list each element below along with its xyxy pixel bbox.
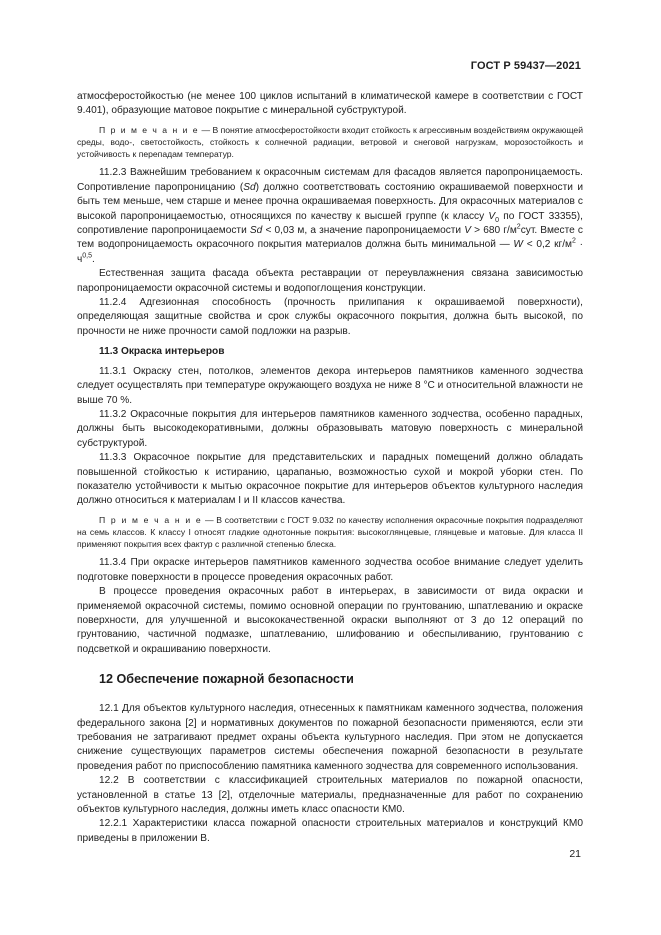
subsection-heading-11-3: 11.3 Окраска интерьеров [99, 346, 225, 358]
superscript: 0,5 [82, 252, 93, 260]
symbol-sd: Sd [243, 181, 256, 193]
subscript: 0 [495, 216, 500, 224]
text-run: сут. Вместе с тем водопроницаемость окрасочного покрытия материалов должна быть минимальной — [77, 225, 583, 251]
paragraph-12-2-1: 12.2.1 Характеристики класса пожарной опасности строительных материалов и конструкций КМ0 приведены в приложении В. [77, 818, 583, 844]
text-run: 11.2.3 Важнейшим требованием к окрасочным системам для фасадов является паропроницаемость. Сопротивление паропроницанию ( [77, 167, 583, 193]
symbol-sd: Sd [249, 225, 263, 237]
paragraph-12-2: 12.2 В соответствии с классификацией строительных материалов по пожарной опасности, установленной в статье 13 [2], отделочные материалы, предназначенные для работ по сохранению объектов культурного наследия, должны иметь класс опасности КМ0. [77, 775, 583, 816]
symbol-w: W [513, 239, 523, 251]
document-body [77, 90, 583, 846]
text-run: · ч [77, 239, 584, 265]
superscript: 2 [516, 223, 521, 231]
paragraph-11-3-2: 11.3.2 Окрасочные покрытия для интерьеров памятников каменного зодчества, особенно парадных, должны быть высокодекоративными, должны образовывать матовую поверхность с минеральной субструктурой. [77, 408, 583, 449]
section-heading-12: 12 Обеспечение пожарной безопасности [99, 672, 354, 687]
standard-header: ГОСТ Р 59437—2021 [470, 60, 581, 72]
text-run: по ГОСТ 33355), сопротивление паропроницаемости [77, 210, 583, 237]
paragraph-11-3-1: 11.3.1 Окраску стен, потолков, элементов декора интерьеров памятников каменного зодчества следует осуществлять при температуре окружающего воздуха не ниже 8 °С и относительной влажности не выше 70 %. [77, 365, 583, 406]
paragraph-painting-process: В процессе проведения окрасочных работ в интерьерах, в зависимости от вида окраски и применяемой окрасочной системы, помимо основной операции по грунтованию, шпатлеванию и окраске поверхности, для улучшенной и высококачественной окраски выполняют от 3 до 12 операций по грунтованию, частичной подмазке, шпатлеванию, шлифованию и обеспыливанию, грунтованию с подсветкой и окрашиванию поверхности. [77, 586, 583, 655]
note-2 [77, 514, 583, 551]
note-1-heading: П р и м е ч а н и е [99, 124, 200, 135]
note-1 [77, 124, 583, 161]
paragraph-11-2-4: 11.2.4 Адгезионная способность (прочность прилипания к окрашиваемой поверхности), определяющая защитные свойства и срок службы окрасочного покрытия, должна быть высокой, по прочности не ниже прочности самой подложки на разрыв. [77, 297, 583, 337]
text-run: . [92, 253, 95, 265]
symbol-v: V [464, 225, 472, 237]
paragraph-11-3-4: 11.3.4 При окраске интерьеров памятников каменного зодчества особое внимание следует уделить подготовке поверхности в процессе проведения окрасочных работ. [77, 557, 583, 583]
text-run: ) должно соответствовать состоянию окрашиваемой поверхности и быть тем меньше, чем старше и менее прочна окрашиваемая поверхность. Для окрасочных материалов с высокой паропроницаемостью, относящихся по качеству к высшей группе (к классу [77, 181, 583, 222]
paragraph-12-1: 12.1 Для объектов культурного наследия, отнесенных к памятникам каменного зодчества, положения федерального закона [2] и нормативных документов по пожарной безопасности применяются, если эти требования не затрагивают предмет охраны объекта культурного наследия. При этом не допускается снижение существующих параметров системы обеспечения пожарной безопасности в результате проведения работ по приспособлению памятника каменного зодчества для современного использования. [77, 703, 583, 772]
note-2-heading: П р и м е ч а н и е [99, 514, 203, 525]
note-1-text: — В понятие атмосферостойкости входит стойкость к агрессивным воздействиям окружающей среды, водо-, светостойкость, стойкость к солнечной радиации, ветровой и снеговой нагрузкам, морозостойкость и устойчивость к перепадам температур. [77, 124, 583, 160]
superscript: 2 [572, 238, 576, 246]
paragraph-continuation: атмосферостойкостью (не менее 100 циклов испытаний в климатической камере в соответствии с ГОСТ 9.401), образующие матовое покрытие с минеральной субструктурой. [77, 91, 583, 117]
text-run: < 0,2 кг/м [522, 239, 573, 251]
paragraph-11-2-3 [77, 166, 583, 267]
page-number: 21 [569, 848, 581, 860]
paragraph-11-3-3: 11.3.3 Окрасочное покрытие для представительских и парадных помещений должно обладать повышенной стойкостью к истиранию, царапанью, возможностью сухой и мокрой уборки стен. По показателю устойчивости к мытью окрасочное покрытие для интерьеров объектов культурного наследия должно относиться к материалам I и II классов качества. [77, 452, 583, 507]
text-run: > 680 г/м [471, 225, 517, 237]
note-2-text: — В соответствии с ГОСТ 9.032 по качеству исполнения окрасочные покрытия подразделяют на семь классов. К классу I относят гладкие однотонные покрытия: высокоглянцевые, глянцевые и матовые. Для класса II применяют покрытия всех фактур с различной степенью блеска. [77, 514, 584, 550]
paragraph-natural-protection: Естественная защита фасада объекта реставрации от переувлажнения связана зависимостью паропроницаемости окрасочной системы и водопоглощения конструкции. [77, 268, 583, 294]
symbol-v: V [488, 210, 496, 222]
text-run: < 0,03 м, а значение паропроницаемости [262, 225, 465, 237]
